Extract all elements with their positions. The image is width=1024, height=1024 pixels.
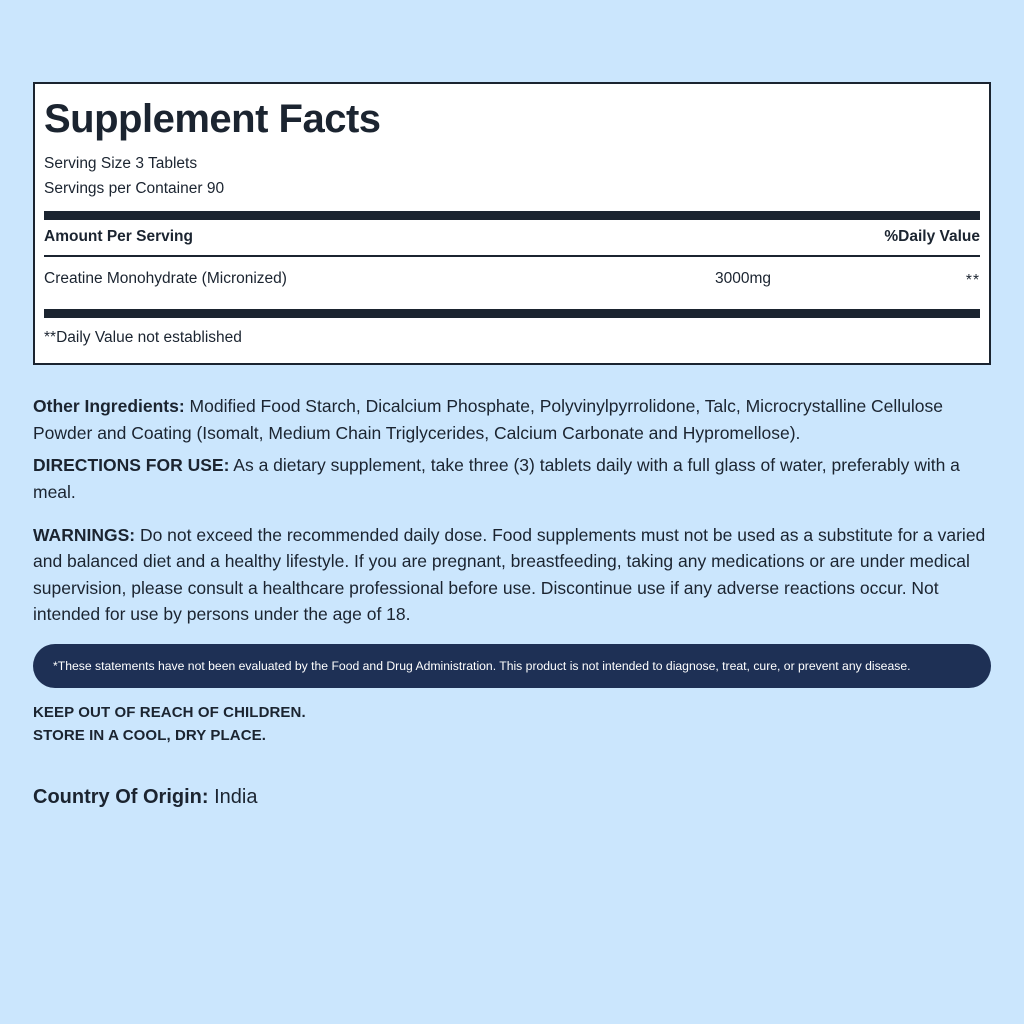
other-ingredients-paragraph: [33, 393, 991, 446]
other-ingredients-label: Other Ingredients:: [33, 396, 185, 417]
servings-per-container-line: Servings per Container 90: [44, 180, 225, 198]
column-header-amount-per-serving: Amount Per Serving: [44, 228, 193, 246]
column-header-daily-value: %Daily Value: [884, 228, 980, 246]
directions-text: As a dietary supplement, take three (3) tablets daily with a full glass of water, preferably with a meal.: [33, 455, 960, 502]
ingredient-name: Creatine Monohydrate (Micronized): [44, 269, 287, 287]
country-of-origin-label: Country Of Origin:: [33, 785, 209, 808]
serving-size-line: Serving Size 3 Tablets: [44, 155, 198, 173]
table-row: [44, 257, 980, 303]
country-of-origin-value: India: [208, 785, 258, 808]
label-body-text: [33, 393, 991, 628]
store-cool-dry-line: STORE IN A COOL, DRY PLACE.: [33, 726, 267, 744]
directions-paragraph: [33, 452, 991, 505]
divider-thick-bottom: [44, 309, 980, 318]
supplement-facts-panel: [33, 82, 991, 365]
warnings-text: Do not exceed the recommended daily dose. Food supplements must not be used as a substitute for a varied and balanced diet and a healthy lifestyle. If you are pregnant, breastfeeding, taking any medications or are under medical supervision, please consult a healthcare professional before use. Discontinue use if any adverse reactions occur. Not intended for use by persons under the age of 18.: [33, 524, 986, 625]
ingredient-daily-value: **: [965, 271, 980, 289]
facts-table-header: [44, 220, 980, 255]
daily-value-footnote: **Daily Value not established: [44, 328, 242, 346]
storage-instructions: [33, 702, 991, 746]
ingredient-amount: 3000mg: [714, 269, 771, 287]
country-of-origin: [33, 783, 991, 811]
fda-disclaimer-text: *These statements have not been evaluated by the Food and Drug Administration. This product is not intended to diagnose, treat, cure, or prevent any disease.: [53, 658, 911, 673]
keep-out-of-reach-line: KEEP OUT OF REACH OF CHILDREN.: [33, 704, 306, 722]
divider-thick-top: [44, 211, 980, 220]
directions-label: DIRECTIONS FOR USE:: [33, 455, 230, 476]
other-ingredients-text: Modified Food Starch, Dicalcium Phosphate, Polyvinylpyrrolidone, Talc, Microcrystalline Cellulose Powder and Coating (Isomalt, Medium Chain Triglycerides, Calcium Carbonate and Hypromellose).: [33, 396, 944, 443]
fda-disclaimer-banner: [33, 644, 991, 688]
warnings-label: WARNINGS:: [33, 524, 136, 545]
page-title: Supplement Facts: [44, 97, 381, 141]
warnings-paragraph: [33, 522, 991, 628]
